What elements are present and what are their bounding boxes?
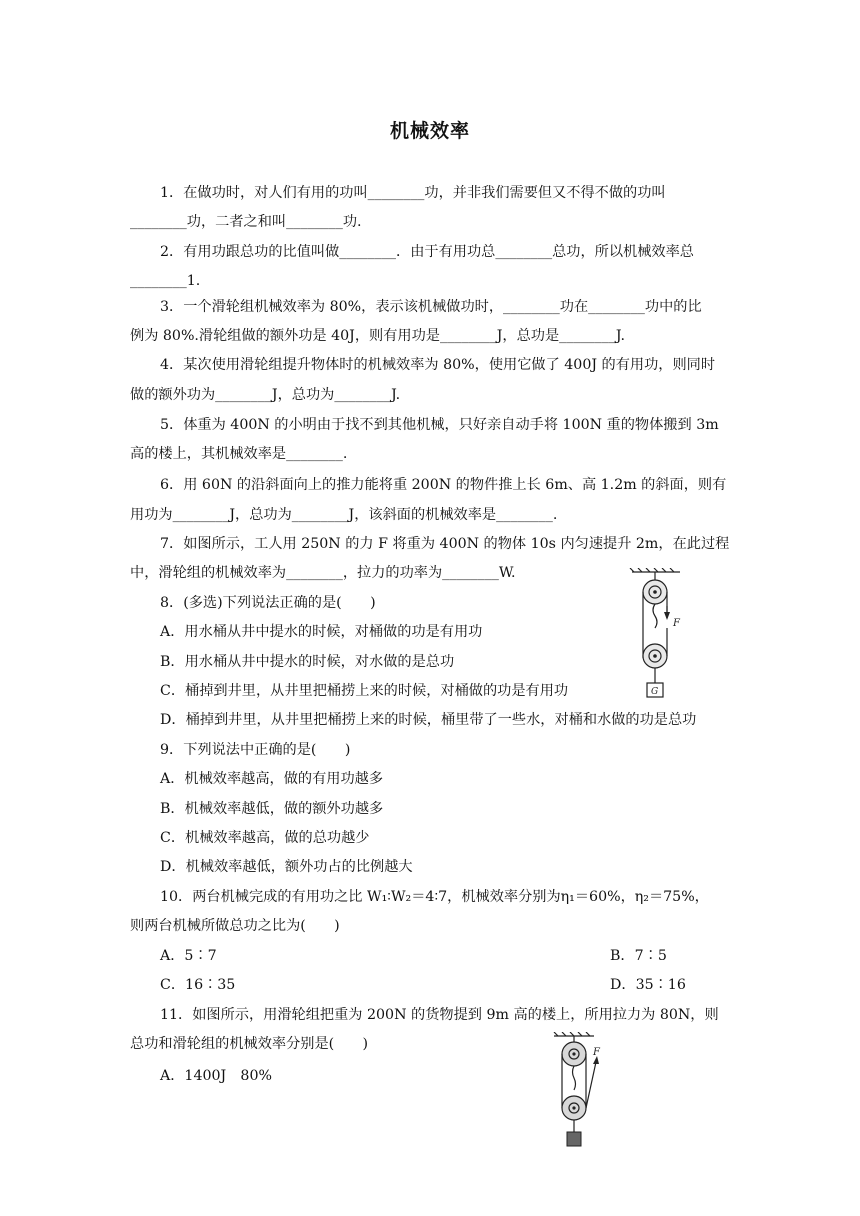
- q11-line1: 11．如图所示，用滑轮组把重为 200N 的货物提到 9m 高的楼上，所用拉力为 80N，则: [160, 1007, 719, 1023]
- q6-line1: 6．用 60N 的沿斜面向上的推力能将重 200N 的物件推上长 6m、高 1.2m 的斜面，则有: [160, 477, 727, 493]
- q11-line2: 总功和滑轮组的机械效率分别是( ): [130, 1036, 369, 1052]
- q7-line2: 中，滑轮组的机械效率为________，拉力的功率为________W.: [130, 565, 516, 581]
- q9-option-a: A．机械效率越高，做的有用功越多: [160, 771, 384, 787]
- q9-option-b: B．机械效率越低，做的额外功越多: [160, 801, 384, 817]
- q10-line1: 10．两台机械完成的有用功之比 W₁∶W₂＝4∶7，机械效率分别为η₁＝60%，η₂＝75%，: [160, 889, 709, 905]
- force-label-f: F: [673, 618, 680, 629]
- q10-option-c: C．16∶35: [160, 977, 236, 993]
- q8-option-a: A．用水桶从井中提水的时候，对桶做的功是有用功: [160, 624, 483, 640]
- q1-line2: ________功，二者之和叫________功.: [130, 214, 362, 230]
- q9-option-c: C．机械效率越高，做的总功越少: [160, 830, 370, 846]
- page-title: 机械效率: [389, 120, 470, 142]
- q8-option-c: C．桶掉到井里，从井里把桶捞上来的时候，对桶做的功是有用功: [160, 683, 569, 699]
- q8-option-d: D．桶掉到井里，从井里把桶捞上来的时候，桶里带了一些水，对桶和水做的功是总功: [160, 712, 697, 728]
- q1-line1: 1．在做功时，对人们有用的功叫________功，并非我们需要但又不得不做的功叫: [160, 185, 666, 201]
- q7-line1: 7．如图所示，工人用 250N 的力 F 将重为 400N 的物体 10s 内匀速提升 2m，在此过程: [160, 536, 730, 552]
- pulley-diagram-q7: [620, 568, 690, 706]
- q3-line1: 3．一个滑轮组机械效率为 80%，表示该机械做功时，________功在________功中的比: [160, 299, 702, 315]
- q10-option-a: A．5∶7: [160, 948, 217, 964]
- q9-option-d: D．机械效率越低，额外功占的比例越大: [160, 859, 413, 875]
- q8-option-b: B．用水桶从井中提水的时候，对水做的是总功: [160, 654, 455, 670]
- q8-stem: 8．(多选)下列说法正确的是( ): [160, 595, 376, 611]
- weight-label-g: G: [651, 687, 659, 697]
- q9-stem: 9．下列说法中正确的是( ): [160, 742, 351, 758]
- q6-line2: 用功为________J，总功为________J，该斜面的机械效率是________.: [130, 507, 558, 523]
- q10-line2: 则两台机械所做总功之比为( ): [130, 918, 340, 934]
- pulley-diagram-q11: [548, 1032, 610, 1152]
- q3-line2: 例为 80%.滑轮组做的额外功是 40J，则有用功是________J，总功是________J.: [130, 328, 626, 344]
- q2-line1: 2．有用功跟总功的比值叫做________．由于有用功总________总功，所以机械效率总: [160, 244, 694, 260]
- q10-option-b: B．7∶5: [610, 948, 667, 964]
- q5-line1: 5．体重为 400N 的小明由于找不到其他机械，只好亲自动手将 100N 重的物体搬到 3m: [160, 417, 719, 433]
- force-label-f: F: [593, 1047, 600, 1058]
- q11-option-a: A．1400J 80%: [160, 1068, 272, 1084]
- q5-line2: 高的楼上，其机械效率是________.: [130, 446, 348, 462]
- q4-line1: 4．某次使用滑轮组提升物体时的机械效率为 80%，使用它做了 400J 的有用功，则同时: [160, 357, 716, 373]
- q4-line2: 做的额外功为________J，总功为________J.: [130, 387, 401, 403]
- q10-option-d: D．35∶16: [610, 977, 686, 993]
- q2-line2: ________1.: [130, 273, 201, 289]
